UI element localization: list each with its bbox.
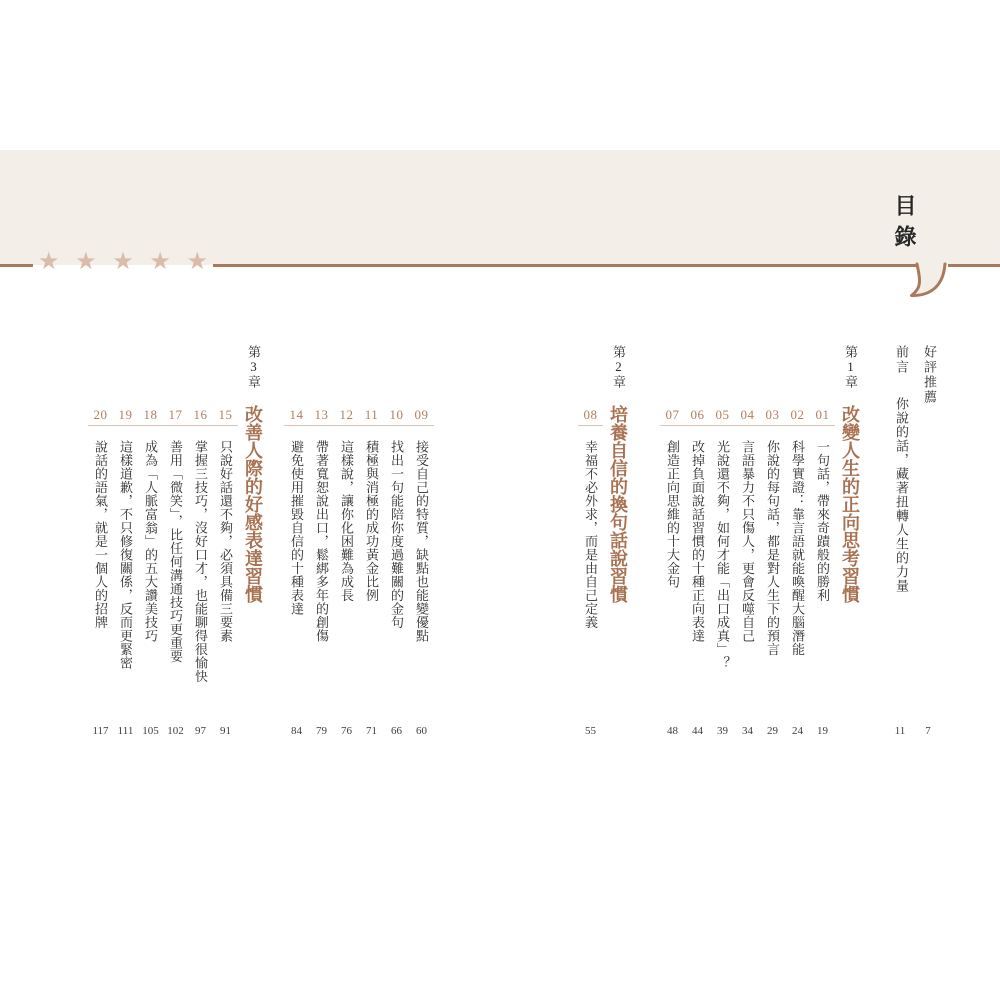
header-band: [0, 150, 1000, 265]
star-icon: ★: [112, 249, 134, 275]
page-number: 66: [391, 725, 402, 737]
page-number: 105: [142, 725, 159, 737]
toc-item-column: [810, 345, 835, 737]
front-matter-label: 前言: [894, 345, 909, 375]
item-title: 光說還不夠，如何才能「出口成真」？: [715, 440, 730, 670]
item-number: 14: [284, 408, 309, 426]
chapter-label-prefix: 第: [246, 345, 261, 359]
item-title: 創造正向思維的十大金句: [665, 440, 680, 589]
toc-item-column: [578, 345, 603, 737]
chapter-label-suffix: 章: [246, 375, 261, 389]
toc-item-column: [760, 345, 785, 737]
item-number: 07: [660, 408, 685, 426]
item-title: 掌握三技巧，沒好口才，也能聊得很愉快: [193, 440, 208, 683]
item-title: 避免使用摧毀自信的十種表達: [289, 440, 304, 616]
item-number: 05: [710, 408, 735, 426]
toc-item-column: [359, 345, 384, 737]
item-title: 科學實證：靠言語就能喚醒大腦潛能: [790, 440, 805, 656]
toc-item-column: [138, 345, 163, 737]
toc-group: [886, 345, 942, 737]
star-icon: ★: [75, 249, 97, 275]
chapter-label-prefix: 第: [611, 345, 626, 359]
star-icon: ★: [149, 249, 171, 275]
toc-item-column: [384, 345, 409, 737]
toc-item-column: [284, 345, 309, 737]
chapter-title: 改變人生的正向思考習慣: [840, 405, 860, 603]
page-number: 97: [195, 725, 206, 737]
page-title: 目錄: [892, 194, 917, 256]
page-number: 84: [291, 725, 302, 737]
toc-item-column: [309, 345, 334, 737]
item-title: 接受自己的特質，缺點也能變優點: [414, 440, 429, 643]
chapter-label: [611, 345, 626, 389]
rating-stars: [38, 250, 208, 274]
item-number: 18: [138, 408, 163, 426]
item-number: 11: [359, 408, 384, 426]
item-title: 成為「人脈富翁」的五大讚美技巧: [143, 440, 158, 643]
page-number: 7: [925, 725, 931, 737]
item-title: 言語暴力不只傷人，更會反噬自己: [740, 440, 755, 643]
chapter-label: [246, 345, 261, 389]
item-number: 09: [409, 408, 434, 426]
item-title: 這樣道歉，不只修復關係，反而更緊密: [118, 440, 133, 670]
page-number: 44: [692, 725, 703, 737]
toc-item-column: [710, 345, 735, 737]
item-title: 帶著寬恕說出口，鬆綁多年的創傷: [314, 440, 329, 643]
item-title: 只說好話還不夠，必須具備三要素: [218, 440, 233, 643]
page-number: 19: [817, 725, 828, 737]
toc-item-column: [188, 345, 213, 737]
item-title: 一句話，帶來奇蹟般的勝利: [815, 440, 830, 602]
page-number: 79: [316, 725, 327, 737]
page-number: 76: [341, 725, 352, 737]
page-number: 117: [92, 725, 109, 737]
chapter-number: 3: [246, 359, 261, 375]
chapter-title: 改善人際的好感表達習慣: [243, 405, 263, 603]
speech-bubble-tail-icon: [903, 262, 953, 304]
divider-rule: [213, 264, 917, 267]
item-title: 善用「微笑」，比任何溝通技巧更重要: [168, 440, 183, 663]
page-number: 91: [220, 725, 231, 737]
toc-column: [914, 345, 942, 737]
item-title: 找出一句能陪你度過難關的金句: [389, 440, 404, 629]
chapter-label: [843, 345, 858, 389]
item-title: 積極與消極的成功黃金比例: [364, 440, 379, 602]
item-number: 16: [188, 408, 213, 426]
item-number: 17: [163, 408, 188, 426]
item-number: 13: [309, 408, 334, 426]
chapter-number: 2: [611, 359, 626, 375]
page-number: 11: [894, 725, 906, 737]
toc-item-column: [163, 345, 188, 737]
chapter-label-suffix: 章: [611, 375, 626, 389]
page-number: 111: [117, 725, 134, 737]
toc-item-column: [735, 345, 760, 737]
toc-group: [578, 345, 633, 737]
toc-item-column: [685, 345, 710, 737]
toc-item-column: [88, 345, 113, 737]
page-number: 102: [167, 725, 184, 737]
chapter-label-suffix: 章: [843, 375, 858, 389]
toc-group: [284, 345, 434, 737]
toc-item-column: [213, 345, 238, 737]
item-title: 幸福不必外求，而是由自己定義: [583, 440, 598, 629]
toc-item-column: [409, 345, 434, 737]
item-number: 02: [785, 408, 810, 426]
page-number: 48: [667, 725, 678, 737]
item-number: 04: [735, 408, 760, 426]
table-of-contents: [72, 345, 942, 737]
item-number: 01: [810, 408, 835, 426]
page-number: 24: [792, 725, 803, 737]
toc-item-column: [785, 345, 810, 737]
page-number: 29: [767, 725, 778, 737]
toc-group: [88, 345, 268, 737]
item-number: 03: [760, 408, 785, 426]
toc-column: [886, 345, 914, 737]
chapter-number: 1: [843, 359, 858, 375]
item-number: 12: [334, 408, 359, 426]
item-title: 這樣說，讓你化困難為成長: [339, 440, 354, 602]
item-number: 15: [213, 408, 238, 426]
divider-rule: [948, 264, 1000, 267]
chapter-label-prefix: 第: [843, 345, 858, 359]
toc-item-column: [334, 345, 359, 737]
page-number: 34: [742, 725, 753, 737]
page-number: 55: [585, 725, 596, 737]
item-title: 你說的每句話，都是對人生下的預言: [765, 440, 780, 656]
star-icon: ★: [38, 249, 60, 275]
item-title: 改掉負面說話習慣的十種正向表達: [690, 440, 705, 643]
chapter-title: 培養自信的換句話說習慣: [608, 405, 628, 603]
toc-item-column: [113, 345, 138, 737]
front-matter-label: 好評推薦: [922, 345, 937, 405]
chapter-heading-column: [238, 345, 268, 737]
item-number: 06: [685, 408, 710, 426]
item-number: 08: [578, 408, 603, 426]
page-number: 60: [416, 725, 427, 737]
front-matter-subtitle: 你說的話，藏著扭轉人生的力量: [894, 397, 909, 593]
divider-rule: [0, 264, 33, 267]
item-number: 10: [384, 408, 409, 426]
star-icon: ★: [186, 249, 208, 275]
item-number: 20: [88, 408, 113, 426]
chapter-heading-column: [603, 345, 633, 737]
item-title: 說話的語氣，就是一個人的招牌: [93, 440, 108, 629]
item-number: 19: [113, 408, 138, 426]
toc-item-column: [660, 345, 685, 737]
chapter-heading-column: [835, 345, 865, 737]
page-number: 39: [717, 725, 728, 737]
page-number: 71: [366, 725, 377, 737]
toc-group: [660, 345, 865, 737]
